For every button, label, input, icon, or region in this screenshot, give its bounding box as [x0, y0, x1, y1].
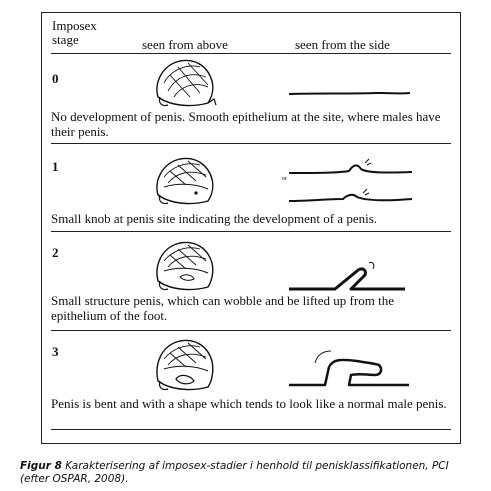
snail-top-view-stage-1 — [150, 151, 220, 207]
side-view-stage-2 — [287, 257, 407, 297]
stage-1-number: 1 — [52, 159, 59, 174]
snail-top-view-stage-0 — [150, 53, 220, 109]
seen-from-above-header: seen from above — [142, 37, 228, 52]
stage-header-line1: Imposex — [52, 18, 97, 33]
stage-0-number: 0 — [52, 71, 59, 86]
seen-from-side-header: seen from the side — [295, 37, 390, 52]
stage-0-divider — [51, 143, 451, 144]
side-view-stage-3 — [287, 345, 412, 391]
stage-header-line2: stage — [52, 32, 79, 47]
imposex-table — [41, 12, 461, 444]
stage-2-number: 2 — [52, 245, 59, 260]
figure-caption-text: Karakterisering af imposex-stadier i henhold til penisklassifikationen, PCI (efter OSPAR, 2008). — [20, 460, 449, 485]
stage-3-description: Penis is bent and with a shape which tends to look like a normal male penis. — [51, 396, 447, 411]
stage-1-divider — [51, 231, 451, 232]
stage-0-description: No development of penis. Smooth epithelium at the site, where males have their penis. — [51, 109, 441, 139]
stage-3-number: 3 — [52, 344, 59, 359]
stage-header — [52, 19, 97, 47]
side-view-stage-0 — [287, 88, 412, 98]
stage-2-description: Small structure penis, which can wobble and be lifted up from the epithelium of the foot. — [51, 293, 394, 323]
stage-3-divider — [51, 429, 451, 430]
stage-1-description: Small knob at penis site indicating the development of a penis. — [51, 211, 378, 226]
snail-top-view-stage-3 — [150, 333, 220, 393]
figure-caption — [20, 460, 480, 486]
snail-top-view-stage-2 — [150, 235, 220, 293]
figure-label: Figur 8 — [20, 460, 62, 472]
side-view-stage-1 — [287, 151, 417, 211]
stage-2-divider — [51, 330, 451, 331]
or-label: or — [282, 176, 287, 182]
header-divider — [51, 53, 451, 54]
